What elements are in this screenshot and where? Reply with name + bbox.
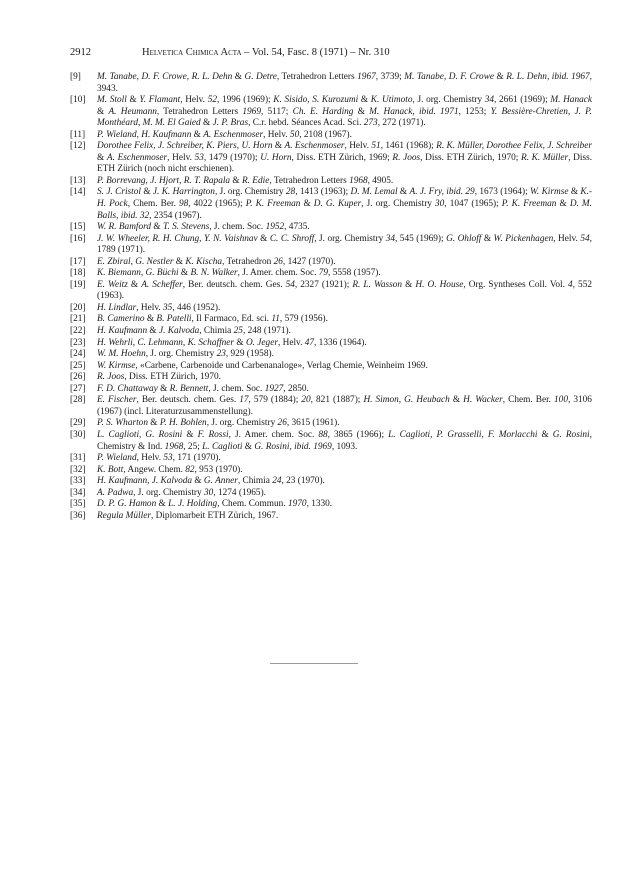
reference-text: D. P. G. Hamon & L. J. Holding, Chem. Commun. 1970, 1330. (97, 499, 333, 510)
reference-number: [12] (70, 141, 86, 152)
reference-text: P. Wieland, Helv. 53, 171 (1970). (97, 453, 221, 464)
reference-item (70, 268, 592, 280)
reference-text: W. Kirmse, «Carbene, Carbenoide und Carbenanaloge», Verlag Chemie, Weinheim 1969. (97, 360, 428, 371)
reference-text: B. Camerino & B. Patelli, Il Farmaco, Ed. sci. 11, 579 (1956). (97, 314, 328, 325)
reference-text: L. Caglioti, G. Rosini & F. Rossi, J. Amer. chem. Soc. 88, 3865 (1966); L. Caglioti, P. Grasselli, F. Morlacchi & G. Rosini, Chemistry & Ind. 1968, 25; L. Caglioti & G. Rosini, ibid. 1969, 1093. (97, 429, 592, 452)
reference-number: [35] (70, 499, 86, 510)
reference-item (70, 234, 592, 257)
reference-number: [24] (70, 349, 86, 360)
reference-item (70, 349, 592, 361)
reference-text: H. Lindlar, Helv. 35, 446 (1952). (97, 302, 221, 313)
reference-item (70, 372, 592, 384)
reference-number: [21] (70, 314, 86, 325)
reference-item (70, 476, 592, 488)
reference-text: P. Wieland, H. Kaufmann & A. Eschenmoser, Helv. 50, 2108 (1967). (97, 129, 352, 140)
reference-item (70, 395, 592, 418)
reference-item (70, 338, 592, 350)
reference-text: E. Fischer, Ber. deutsch. chem. Ges. 17, 579 (1884); 20, 821 (1887); H. Simon, G. Heubach & H. Wacker, Chem. Ber. 100, 3106 (1967) (incl. Literaturzusammenstellung). (97, 395, 592, 417)
reference-number: [16] (70, 233, 86, 244)
reference-number: [18] (70, 268, 86, 279)
reference-number: [22] (70, 326, 86, 337)
reference-item (70, 141, 592, 176)
reference-item (70, 430, 592, 453)
reference-number: [31] (70, 453, 86, 464)
reference-number: [17] (70, 256, 86, 267)
reference-text: F. D. Chattaway & R. Bennett, J. chem. Soc. 1927, 2850. (97, 383, 309, 394)
reference-text: E. Zbiral, G. Nestler & K. Kischa, Tetrahedron 26, 1427 (1970). (97, 256, 336, 267)
reference-item (70, 418, 592, 430)
reference-number: [36] (70, 510, 86, 521)
page-number: 2912 (70, 47, 91, 58)
reference-text: H. Kaufmann & J. Kalvoda, Chimia 25, 248 (1971). (97, 326, 291, 337)
reference-number: [34] (70, 487, 86, 498)
reference-number: [30] (70, 429, 86, 440)
reference-text: W. M. Hoehn, J. org. Chemistry 23, 929 (1958). (97, 349, 274, 360)
reference-item (70, 326, 592, 338)
reference-item (70, 72, 592, 95)
reference-number: [33] (70, 476, 86, 487)
reference-item (70, 222, 592, 234)
reference-item (70, 488, 592, 500)
reference-text: J. W. Wheeler, R. H. Chung, Y. N. Vaishnav & C. C. Shroff, J. org. Chemistry 34, 545 (1969); G. Ohloff & W. Pickenhagen, Helv. 54, 1789 (1971). (97, 233, 592, 256)
reference-number: [20] (70, 302, 86, 313)
journal-name: Helvetica Chimica Acta (142, 47, 242, 58)
running-title: Helvetica Chimica Acta – Vol. 54, Fasc. 8 (1971) – Nr. 310 (142, 47, 390, 58)
reference-text: A. Padwa, J. org. Chemistry 30, 1274 (1965). (97, 487, 266, 498)
reference-number: [19] (70, 279, 86, 290)
reference-item (70, 257, 592, 269)
reference-number: [27] (70, 383, 86, 394)
reference-text: M. Tanabe, D. F. Crowe, R. L. Dehn & G. Detre, Tetrahedron Letters 1967, 3739; M. Tanabe, D. F. Crowe & R. L. Dehn, ibid. 1967, 3943. (97, 72, 592, 94)
reference-number: [28] (70, 395, 86, 406)
reference-item (70, 130, 592, 142)
reference-number: [15] (70, 222, 86, 233)
reference-number: [14] (70, 187, 86, 198)
reference-item (70, 511, 592, 523)
reference-text: Regula Müller, Diplomarbeit ETH Zürich, 1967. (97, 510, 279, 521)
reference-text: H. Kaufmann, J. Kalvoda & G. Anner, Chimia 24, 23 (1970). (97, 476, 325, 487)
reference-number: [13] (70, 175, 86, 186)
reference-text: P. Borrevang, J. Hjort, R. T. Rapala & R. Edie, Tetrahedron Letters 1968, 4905. (97, 175, 394, 186)
reference-number: [29] (70, 418, 86, 429)
end-rule (270, 663, 358, 664)
reference-number: [32] (70, 464, 86, 475)
reference-text: H. Wehrli, C. Lehmann, K. Schaffner & O. Jeger, Helv. 47, 1336 (1964). (97, 337, 367, 348)
reference-text: W. R. Bamford & T. S. Stevens, J. chem. Soc. 1952, 4735. (97, 222, 310, 233)
reference-number: [11] (70, 129, 86, 140)
reference-text: S. J. Cristol & J. K. Harrington, J. org. Chemistry 28, 1413 (1963); D. M. Lemal & A. J. Fry, ibid. 29, 1673 (1964); W. Kirmse & K.-H. Pock, Chem. Ber. 98, 4022 (1965); P. K. Freeman & D. G. Kuper, J. org. Chemistry 30, 1047 (1965); P. K. Freeman & D. M. Balls, ibid. 32, 2354 (1967). (97, 187, 593, 221)
reference-item (70, 499, 592, 511)
reference-text: P. S. Wharton & P. H. Bohlen, J. org. Chemistry 26, 3615 (1961). (97, 418, 340, 429)
reference-text: M. Stoll & Y. Flamant, Helv. 52, 1996 (1969); K. Sisido, S. Kurozumi & K. Utimoto, J. org. Chemistry 34, 2661 (1969); M. Hanack & A. Heumann, Tetrahedron Letters 1969, 5117; Ch. E. Harding & M. Hanack, ibid. 1971, 1253; Y. Bessière-Chretien, J. P. Monthéard, M. M. El Gaied & J. P. Bras, C.r. hebd. Séances Acad. Sci. 273, 272 (1971). (97, 95, 592, 129)
reference-number: [23] (70, 337, 86, 348)
reference-number: [25] (70, 360, 86, 371)
reference-number: [9] (70, 72, 81, 82)
reference-text: R. Joos, Diss. ETH Zürich, 1970. (97, 372, 221, 383)
reference-text: K. Bott, Angew. Chem. 82, 953 (1970). (97, 464, 243, 475)
reference-text: K. Biemann, G. Büchi & B. N. Walker, J. Amer. chem. Soc. 79, 5558 (1957). (97, 268, 381, 279)
reference-item (70, 384, 592, 396)
reference-number: [26] (70, 372, 86, 383)
reference-list (70, 72, 592, 522)
reference-number: [10] (70, 95, 86, 106)
reference-text: Dorothee Felix, J. Schreiber, K. Piers, U. Horn & A. Eschenmoser, Helv. 51, 1461 (1968); R. K. Müller, Dorothee Felix, J. Schreiber & A. Eschenmoser, Helv. 53, 1479 (1970); U. Horn, Diss. ETH Zürich, 1969; R. Joos, Diss. ETH Zürich, 1970; R. K. Müller, Diss. ETH Zürich (noch nicht erschienen). (97, 141, 593, 175)
reference-item (70, 280, 592, 303)
reference-item (70, 303, 592, 315)
reference-item (70, 187, 592, 222)
reference-text: E. Weitz & A. Scheffer, Ber. deutsch. chem. Ges. 54, 2327 (1921); R. L. Wasson & H. O. House, Org. Syntheses Coll. Vol. 4, 552 (1963). (97, 279, 592, 302)
reference-item (70, 95, 592, 130)
reference-item (70, 314, 592, 326)
reference-item (70, 176, 592, 188)
reference-item (70, 465, 592, 477)
reference-item (70, 361, 592, 373)
reference-item (70, 453, 592, 465)
